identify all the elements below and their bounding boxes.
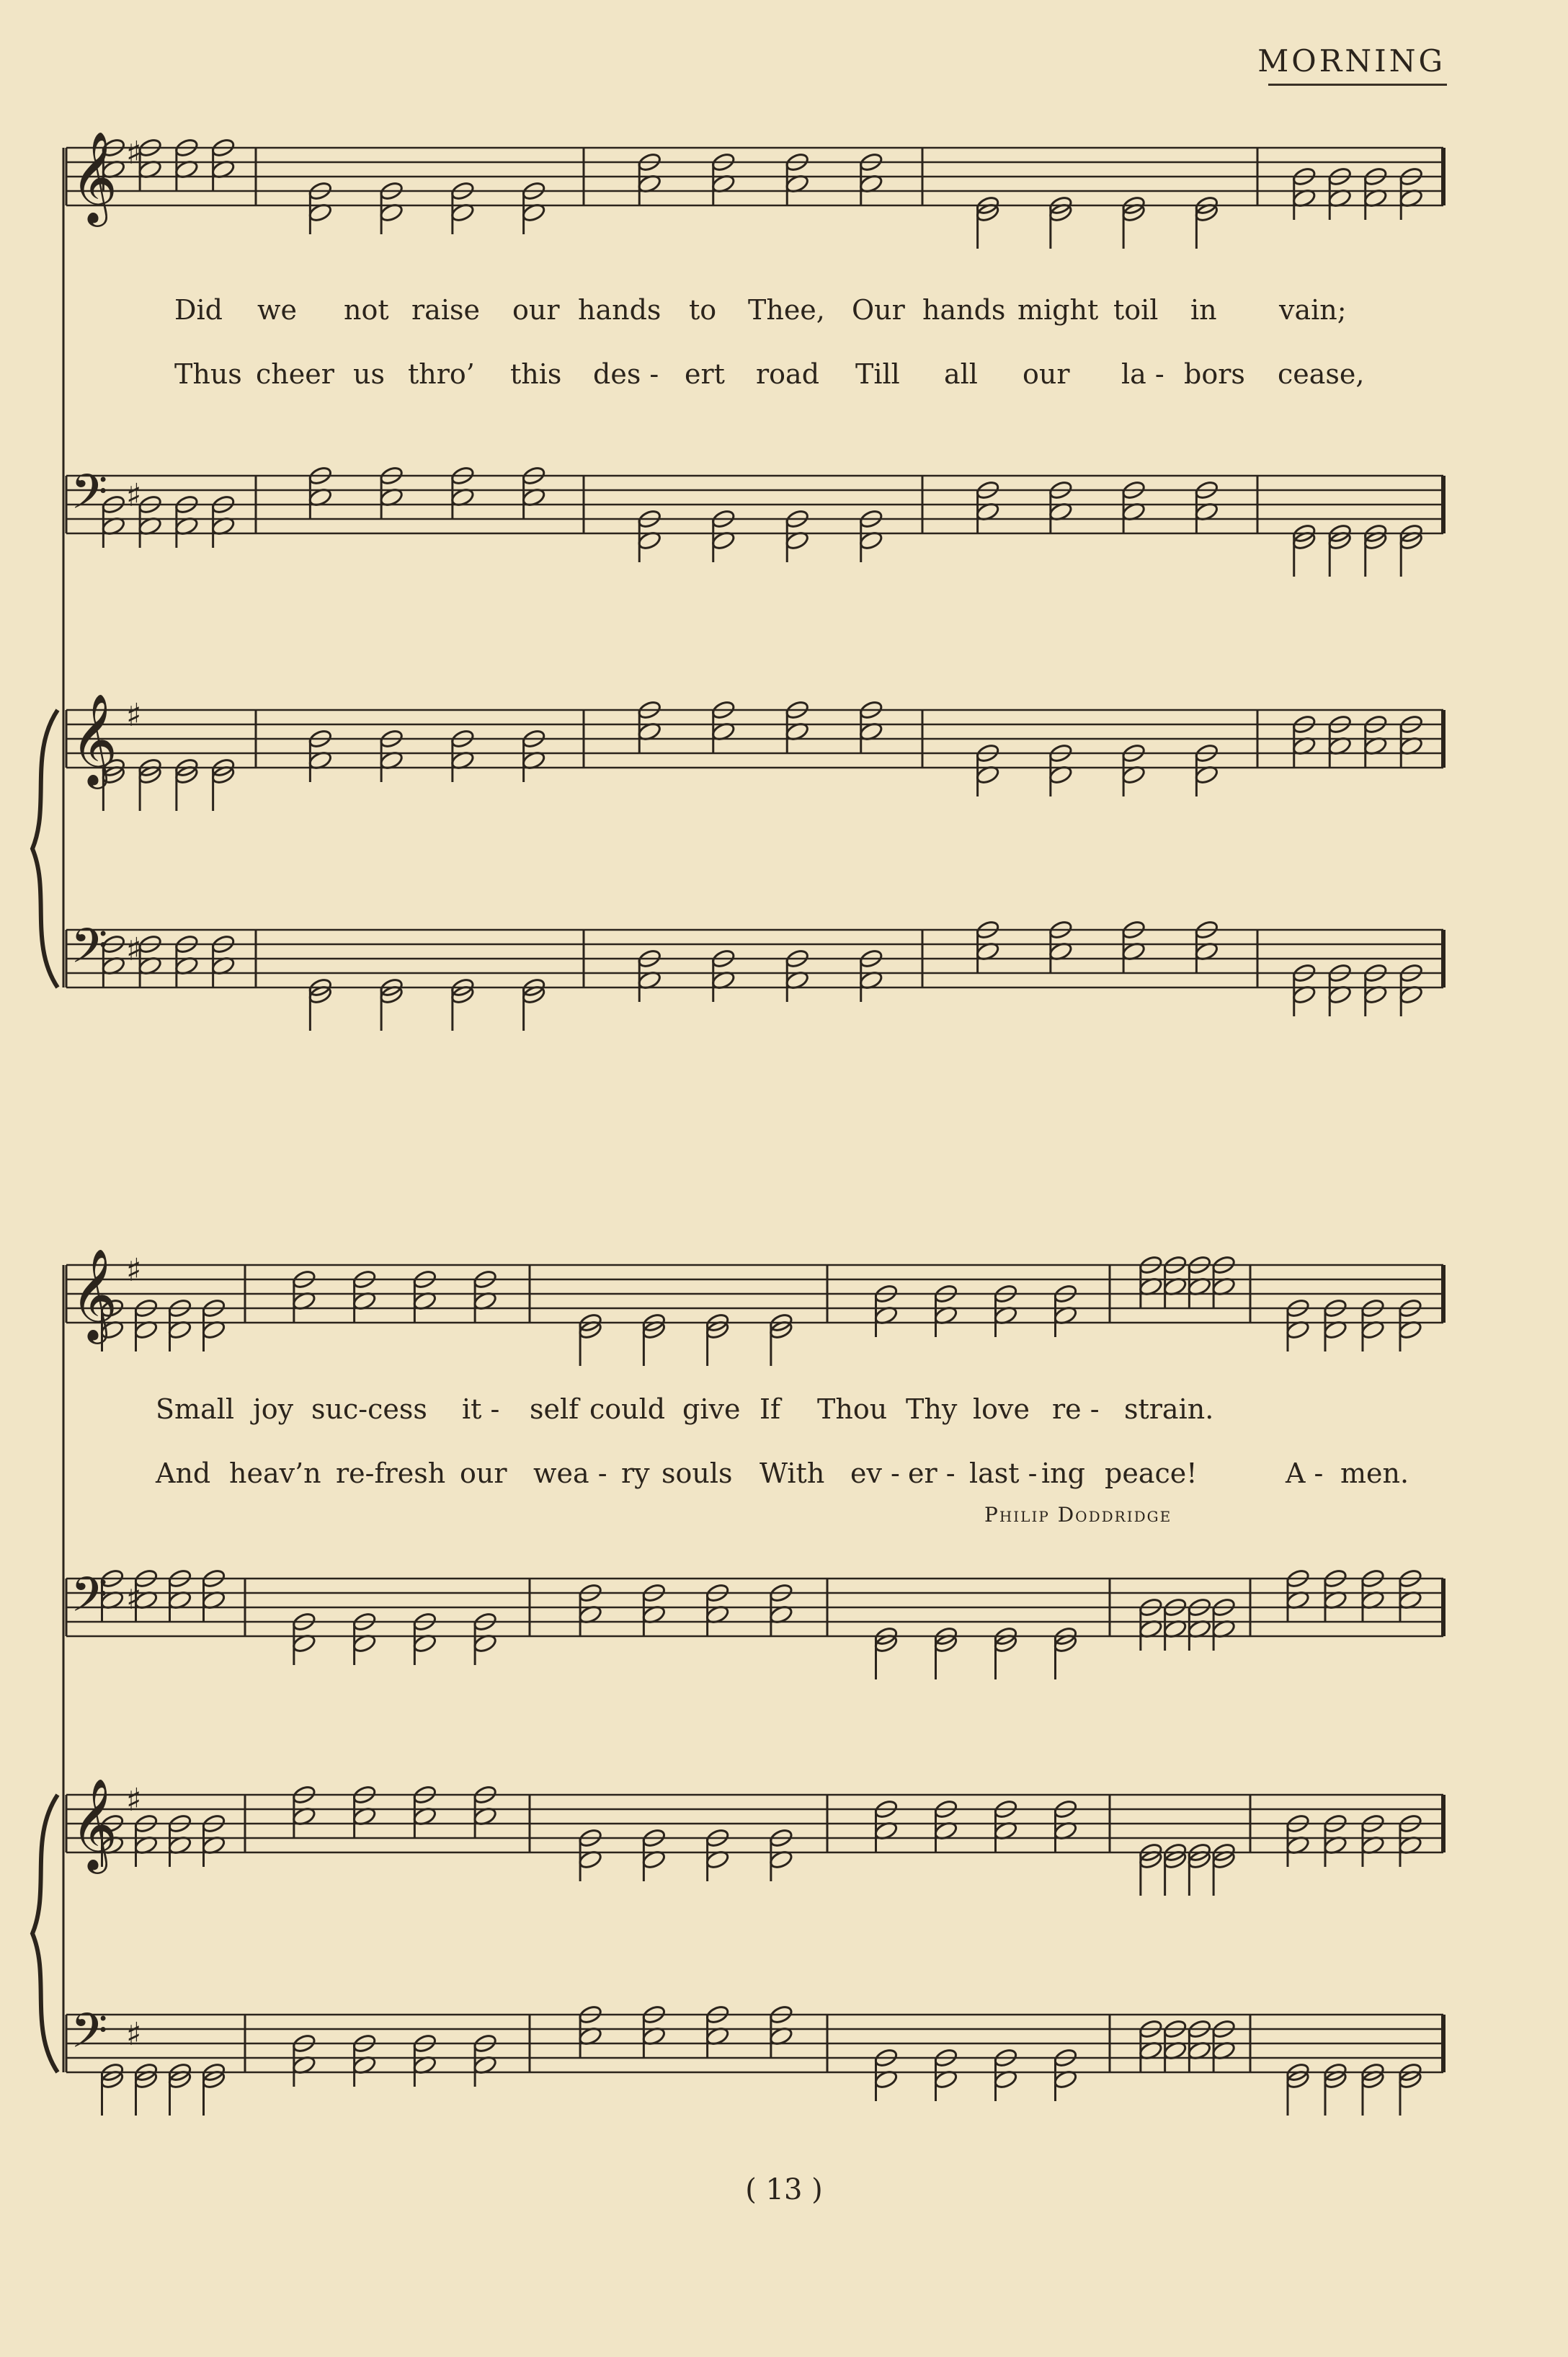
lyric-word: Till xyxy=(855,358,900,390)
lyric-word: er - xyxy=(908,1457,956,1489)
lyric-word: If xyxy=(760,1393,781,1425)
bass-clef-icon: 𝄢 xyxy=(71,2003,108,2070)
lyric-word: With xyxy=(760,1457,825,1489)
lyric-word: all xyxy=(944,358,978,390)
lyric-word: give xyxy=(682,1393,741,1425)
sharp-icon: ♯ xyxy=(126,697,142,734)
lyric-word: thro’ xyxy=(408,358,475,390)
lyric-word: re-fresh xyxy=(336,1457,446,1489)
lyric-word: men. xyxy=(1340,1457,1409,1489)
lyric-word: could xyxy=(589,1393,666,1425)
lyric-word: might xyxy=(1017,294,1099,326)
lyric-word: our xyxy=(460,1457,507,1489)
lyric-word: And xyxy=(156,1457,211,1489)
lyric-word: our xyxy=(1023,358,1070,390)
lyric-word: hands xyxy=(578,294,662,326)
lyric-word: re - xyxy=(1052,1393,1100,1425)
lyric-word: ing xyxy=(1041,1457,1085,1489)
sharp-icon: ♯ xyxy=(126,2016,142,2053)
lyric-word: cease, xyxy=(1278,358,1365,390)
lyric-word: toil xyxy=(1113,294,1159,326)
treble-clef-icon: 𝄞 xyxy=(71,1248,118,1340)
bass-clef-icon: 𝄢 xyxy=(71,918,108,985)
lyric-word: bors xyxy=(1184,358,1245,390)
attribution: Philip Doddridge xyxy=(984,1503,1172,1527)
lyric-word: souls xyxy=(662,1457,733,1489)
lyric-word: self xyxy=(530,1393,579,1425)
lyric-word: not xyxy=(344,294,389,326)
lyric-word: Thou xyxy=(817,1393,888,1425)
lyric-word: Did xyxy=(174,294,223,326)
lyric-word: A - xyxy=(1286,1457,1324,1489)
lyric-word: wea - xyxy=(533,1457,607,1489)
lyric-word: it - xyxy=(462,1393,500,1425)
lyric-word: Thy xyxy=(906,1393,958,1425)
bass-clef-icon: 𝄢 xyxy=(71,464,108,531)
sharp-icon: ♯ xyxy=(126,931,142,968)
lyric-word: road xyxy=(756,358,820,390)
lyric-word: peace! xyxy=(1105,1457,1198,1489)
lyric-word: joy xyxy=(253,1393,294,1425)
lyric-word: ert xyxy=(685,358,725,390)
lyric-word: our xyxy=(512,294,560,326)
lyric-word: cheer xyxy=(256,358,334,390)
treble-clef-icon: 𝄞 xyxy=(71,1777,118,1870)
lyric-word: Thee, xyxy=(748,294,825,326)
treble-clef-icon: 𝄞 xyxy=(71,693,118,785)
lyric-word: la - xyxy=(1121,358,1164,390)
brace-icon xyxy=(32,1795,58,2072)
lyric-word: des - xyxy=(593,358,659,390)
sharp-icon: ♯ xyxy=(126,1580,142,1617)
sharp-icon: ♯ xyxy=(126,477,142,514)
lyric-word: us xyxy=(353,358,385,390)
lyric-word: Small xyxy=(156,1393,235,1425)
lyric-word: we xyxy=(257,294,298,326)
lyric-word: ev - xyxy=(850,1457,900,1489)
lyric-word: this xyxy=(510,358,562,390)
sharp-icon: ♯ xyxy=(126,135,142,172)
lyric-word: love xyxy=(973,1393,1030,1425)
lyric-word: suc-cess xyxy=(311,1393,427,1425)
lyric-word: hands xyxy=(922,294,1006,326)
page-number: ( 13 ) xyxy=(745,2173,823,2206)
treble-clef-icon: 𝄞 xyxy=(71,130,118,223)
lyric-word: heav’n xyxy=(229,1457,321,1489)
lyric-word: Thus xyxy=(174,358,242,390)
bass-clef-icon: 𝄢 xyxy=(71,1567,108,1634)
lyric-word: in xyxy=(1190,294,1217,326)
sharp-icon: ♯ xyxy=(126,1252,142,1289)
lyric-word: last - xyxy=(969,1457,1038,1489)
brace-icon xyxy=(32,710,58,987)
lyric-word: vain; xyxy=(1279,294,1347,326)
lyric-word: Our xyxy=(852,294,905,326)
lyric-word: strain. xyxy=(1124,1393,1214,1425)
section-heading: MORNING xyxy=(1257,43,1446,79)
lyric-word: ry xyxy=(621,1457,650,1489)
sharp-icon: ♯ xyxy=(126,1782,142,1819)
lyric-word: to xyxy=(689,294,717,326)
lyric-word: raise xyxy=(411,294,480,326)
